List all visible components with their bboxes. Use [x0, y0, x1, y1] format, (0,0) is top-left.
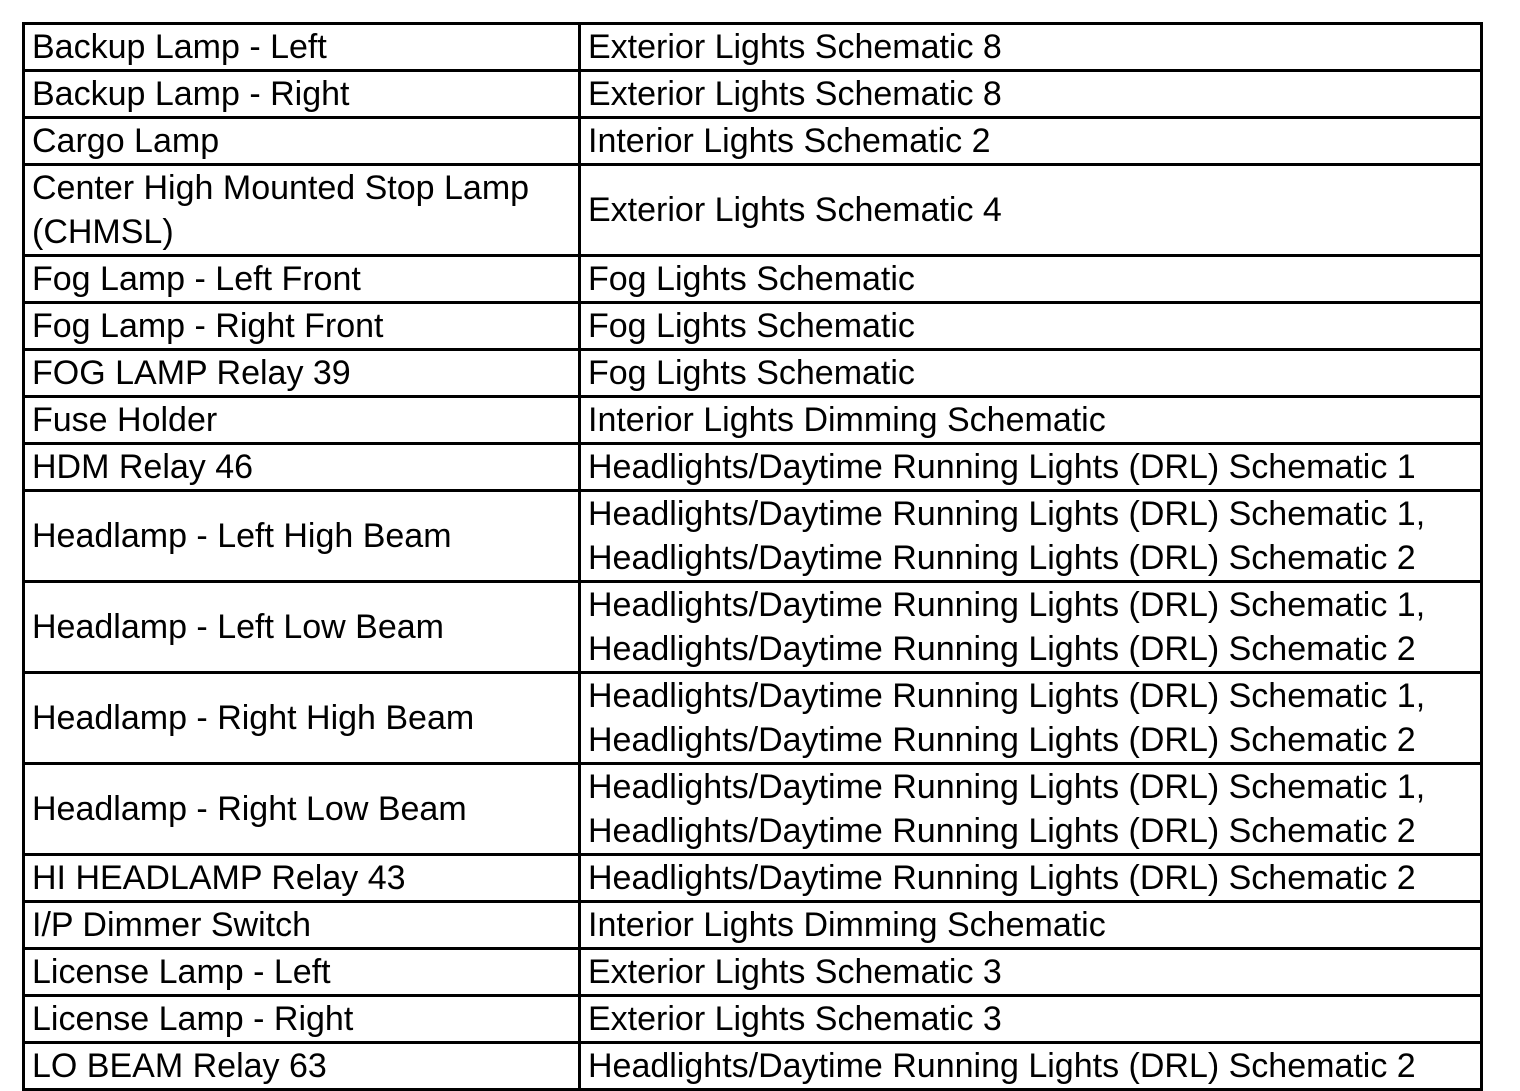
- schematic-reference: Headlights/Daytime Running Lights (DRL) Schematic 1,: [588, 586, 1426, 624]
- schematic-cell: [580, 491, 1482, 582]
- schematic-cell: [580, 118, 1482, 165]
- table-row: [24, 1043, 1482, 1090]
- schematic-reference: Headlights/Daytime Running Lights (DRL) Schematic 2: [588, 721, 1416, 759]
- component-cell: HDM Relay 46: [24, 444, 580, 491]
- table-row: [24, 71, 1482, 118]
- schematic-cell: [580, 303, 1482, 350]
- component-cell: Headlamp - Left Low Beam: [24, 582, 580, 673]
- schematic-reference: Exterior Lights Schematic 4: [588, 191, 1002, 229]
- table-body: [24, 24, 1482, 1090]
- component-cell: LO BEAM Relay 63: [24, 1043, 580, 1090]
- schematic-cell: [580, 996, 1482, 1043]
- component-cell: FOG LAMP Relay 39: [24, 350, 580, 397]
- schematic-cell: [580, 1043, 1482, 1090]
- schematic-cell: [580, 764, 1482, 855]
- schematic-cell: [580, 24, 1482, 71]
- table-row: [24, 902, 1482, 949]
- table-row: [24, 996, 1482, 1043]
- table-row: [24, 165, 1482, 256]
- table-row: [24, 350, 1482, 397]
- schematic-reference: Fog Lights Schematic: [588, 354, 915, 392]
- schematic-cell: [580, 397, 1482, 444]
- schematic-reference: Headlights/Daytime Running Lights (DRL) Schematic 1,: [588, 677, 1426, 715]
- schematic-cell: [580, 71, 1482, 118]
- component-cell: License Lamp - Right: [24, 996, 580, 1043]
- schematic-cell: [580, 582, 1482, 673]
- component-cell: License Lamp - Left: [24, 949, 580, 996]
- schematic-cell: [580, 673, 1482, 764]
- schematic-cell: [580, 256, 1482, 303]
- schematic-reference: Headlights/Daytime Running Lights (DRL) Schematic 1: [588, 448, 1416, 486]
- schematic-reference: Headlights/Daytime Running Lights (DRL) Schematic 2: [588, 539, 1416, 577]
- component-cell: Headlamp - Left High Beam: [24, 491, 580, 582]
- table-row: [24, 949, 1482, 996]
- table-row: [24, 673, 1482, 764]
- component-cell: Headlamp - Right High Beam: [24, 673, 580, 764]
- schematic-cell: [580, 855, 1482, 902]
- schematic-reference: Headlights/Daytime Running Lights (DRL) Schematic 1,: [588, 768, 1426, 806]
- component-cell: Fuse Holder: [24, 397, 580, 444]
- schematic-reference: Headlights/Daytime Running Lights (DRL) Schematic 2: [588, 859, 1416, 897]
- schematic-reference: Headlights/Daytime Running Lights (DRL) Schematic 2: [588, 812, 1416, 850]
- schematic-cell: [580, 444, 1482, 491]
- component-cell: Fog Lamp - Right Front: [24, 303, 580, 350]
- schematic-reference: Exterior Lights Schematic 3: [588, 1000, 1002, 1038]
- schematic-reference: Headlights/Daytime Running Lights (DRL) Schematic 2: [588, 630, 1416, 668]
- schematic-reference: Fog Lights Schematic: [588, 307, 915, 345]
- table-row: [24, 444, 1482, 491]
- component-cell: Backup Lamp - Left: [24, 24, 580, 71]
- component-cell: I/P Dimmer Switch: [24, 902, 580, 949]
- schematic-reference: Headlights/Daytime Running Lights (DRL) Schematic 1,: [588, 495, 1426, 533]
- table-row: [24, 764, 1482, 855]
- schematic-cell: [580, 902, 1482, 949]
- table-row: [24, 397, 1482, 444]
- table-row: [24, 491, 1482, 582]
- schematic-reference: Interior Lights Dimming Schematic: [588, 906, 1106, 944]
- table-row: [24, 24, 1482, 71]
- table-row: [24, 855, 1482, 902]
- table-row: [24, 582, 1482, 673]
- table-row: [24, 256, 1482, 303]
- schematic-reference: Exterior Lights Schematic 3: [588, 953, 1002, 991]
- component-cell: HI HEADLAMP Relay 43: [24, 855, 580, 902]
- schematic-reference: Interior Lights Dimming Schematic: [588, 401, 1106, 439]
- schematic-reference: Headlights/Daytime Running Lights (DRL) Schematic 2: [588, 1047, 1416, 1085]
- schematic-reference: Interior Lights Schematic 2: [588, 122, 991, 160]
- table-row: [24, 303, 1482, 350]
- component-cell: Cargo Lamp: [24, 118, 580, 165]
- schematic-reference: Exterior Lights Schematic 8: [588, 75, 1002, 113]
- schematic-reference: Exterior Lights Schematic 8: [588, 28, 1002, 66]
- schematic-cell: [580, 949, 1482, 996]
- schematic-reference: Fog Lights Schematic: [588, 260, 915, 298]
- schematic-cell: [580, 350, 1482, 397]
- schematic-cell: [580, 165, 1482, 256]
- component-schematic-table: [22, 22, 1483, 1091]
- table-row: [24, 118, 1482, 165]
- component-cell: Headlamp - Right Low Beam: [24, 764, 580, 855]
- component-cell: Fog Lamp - Left Front: [24, 256, 580, 303]
- component-cell: Backup Lamp - Right: [24, 71, 580, 118]
- component-cell: Center High Mounted Stop Lamp (CHMSL): [24, 165, 580, 256]
